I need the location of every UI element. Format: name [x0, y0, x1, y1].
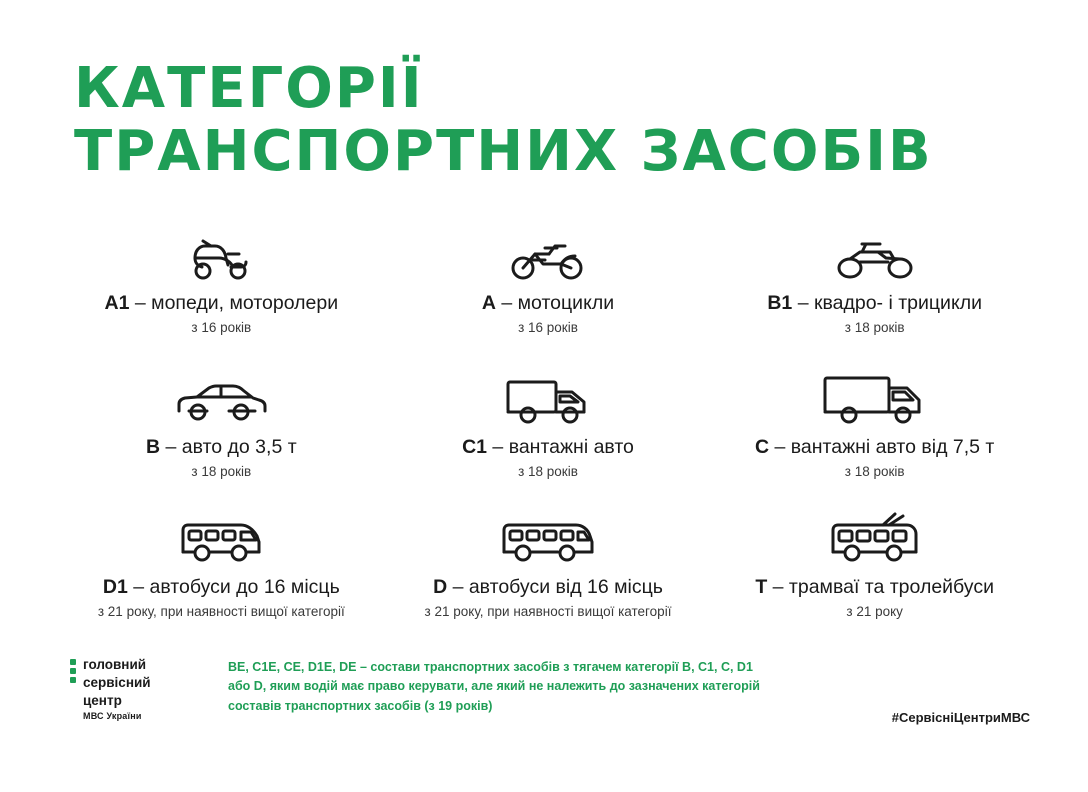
bus-icon [496, 508, 600, 566]
category-note: з 18 років [844, 320, 905, 336]
car-icon [171, 368, 271, 426]
category-note: з 18 років [518, 464, 578, 480]
category-note: з 21 року, при наявності вищої категорії [424, 604, 672, 620]
category-label [103, 576, 340, 598]
quadbike-icon [832, 228, 918, 282]
logo-line-1: головний [83, 657, 147, 672]
category-text: – авто до 3,5 т [160, 436, 297, 458]
category-item-a1 [58, 228, 385, 368]
logo-subtitle: МВС України [83, 711, 142, 722]
category-text: – вантажні авто від 7,5 т [769, 436, 995, 458]
category-item-t [711, 508, 1038, 648]
logo-dots-icon [70, 656, 76, 683]
category-text: – мопеди, моторолери [129, 292, 339, 314]
category-label [146, 436, 297, 458]
large-truck-icon [819, 368, 931, 426]
category-label [462, 436, 634, 458]
category-code: B [146, 436, 161, 458]
category-item-c1 [385, 368, 712, 508]
category-note: з 21 року, при наявності вищої категорії [97, 604, 345, 620]
category-note: з 16 років [191, 320, 252, 336]
small-truck-icon [500, 368, 596, 426]
category-item-c [711, 368, 1038, 508]
category-label [482, 292, 614, 314]
category-item-b1 [711, 228, 1038, 368]
logo-line-2: сервісний [83, 674, 151, 690]
category-text: – автобуси від 16 місць [447, 576, 663, 598]
logo [70, 656, 151, 721]
category-note: з 18 років [844, 464, 905, 480]
title-line-1: КАТЕГОРІЇ [74, 56, 424, 121]
category-code: A1 [104, 292, 130, 314]
category-code: B1 [767, 292, 793, 314]
category-code: D [433, 576, 448, 598]
category-item-a [385, 228, 712, 368]
category-label [433, 576, 663, 598]
category-note: з 16 років [518, 320, 578, 336]
category-label [755, 576, 994, 598]
category-text: – квадро- і трицикли [792, 292, 982, 314]
footer-note-line-3: составів транспортних засобів (з 19 років) [228, 698, 493, 713]
category-code: C [754, 436, 770, 458]
footer-note-line-1: BE, C1E, CE, D1E, DE – состави транспортних засобів з тягачем категорії B, C1, C, D1 [228, 660, 753, 674]
scooter-icon [181, 228, 261, 282]
category-note: з 18 років [191, 464, 252, 480]
category-item-b [58, 368, 385, 508]
category-label [767, 292, 982, 314]
minibus-icon [175, 508, 267, 566]
category-label [105, 292, 339, 314]
category-text: – мотоцикли [495, 292, 615, 314]
footer [0, 648, 1088, 758]
category-code: A [481, 292, 496, 314]
category-text: – вантажні авто [487, 436, 634, 458]
trolleybus-icon [823, 508, 927, 566]
footer-note-line-2: або D, яким водій має право керувати, але який не належить до зазначених категорій [228, 679, 760, 694]
category-text: – автобуси до 16 місць [127, 576, 340, 598]
footer-note [228, 658, 848, 716]
motorcycle-icon [505, 228, 591, 282]
hashtag: #СервісніЦентриМВС [891, 710, 1030, 725]
title-line-2: ТРАНСПОРТНИХ ЗАСОБІВ [74, 118, 933, 184]
category-code: D1 [102, 576, 128, 598]
page-title [74, 58, 1014, 183]
logo-line-3: центр [83, 692, 122, 708]
category-item-d [385, 508, 712, 648]
category-note: з 21 року [846, 604, 903, 620]
category-text: – трамваї та тролейбуси [767, 576, 994, 598]
categories-grid [58, 228, 1038, 648]
category-code: T [755, 576, 768, 598]
category-code: C1 [462, 436, 488, 458]
category-label [755, 436, 994, 458]
category-item-d1 [58, 508, 385, 648]
